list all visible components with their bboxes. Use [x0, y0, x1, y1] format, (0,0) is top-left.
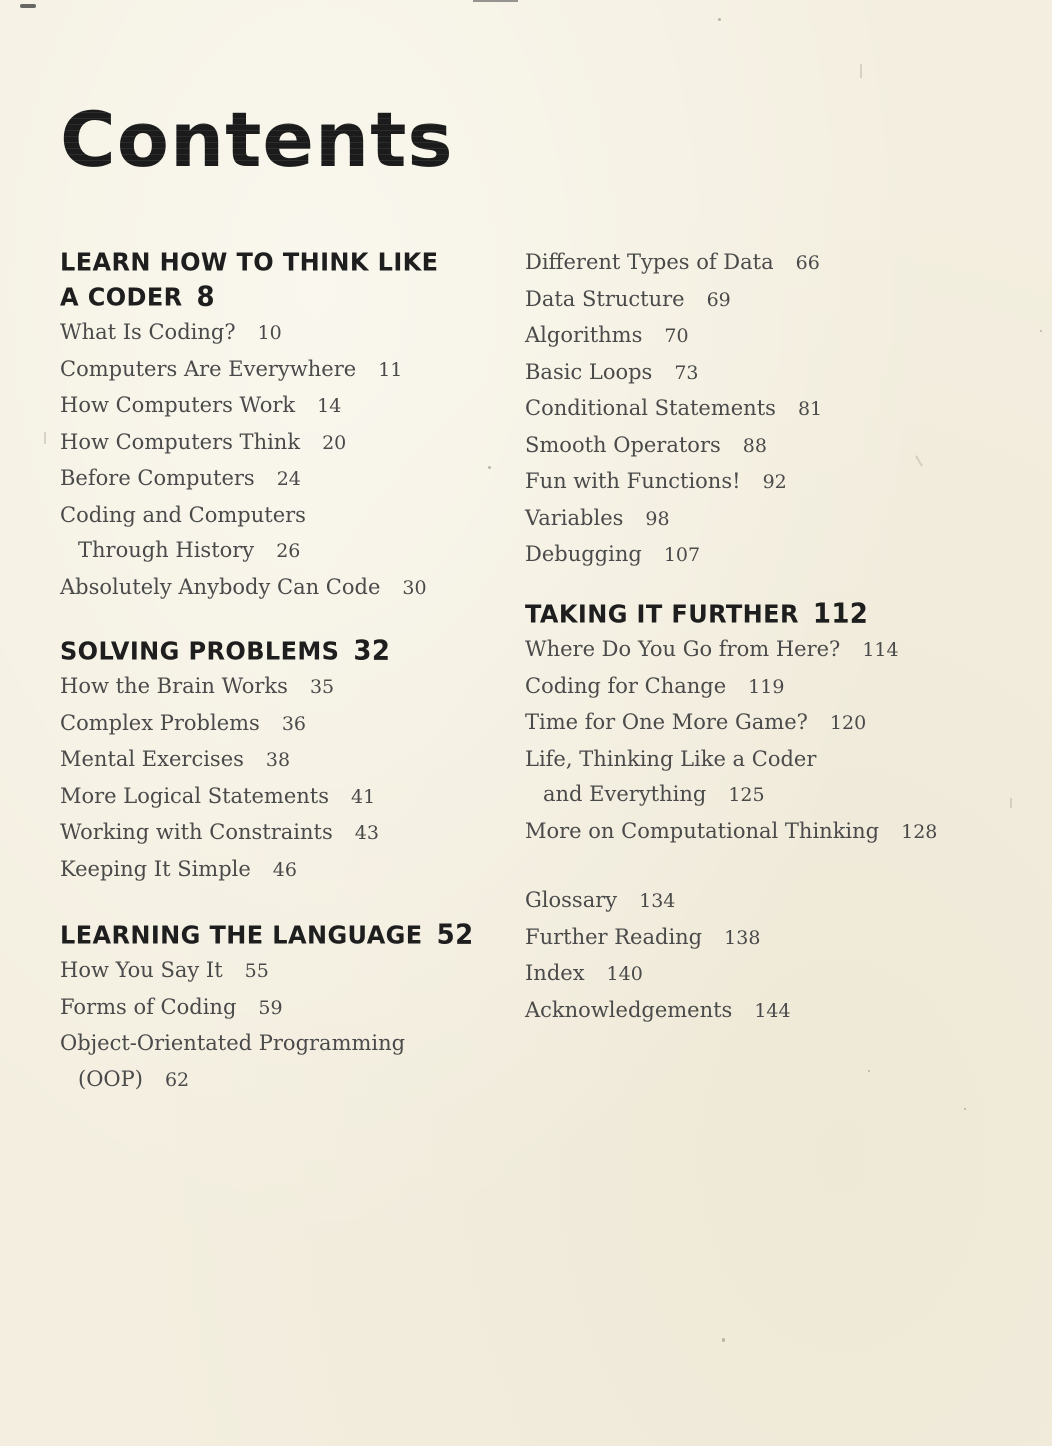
- entry-page: 46: [272, 858, 297, 881]
- toc-entry[interactable]: [60, 461, 500, 498]
- toc-entry[interactable]: [525, 883, 965, 920]
- entry-page: 70: [664, 325, 689, 347]
- entry-title: Basic Loops: [525, 359, 653, 384]
- section-heading: [60, 244, 500, 281]
- entry-page: 38: [265, 749, 291, 771]
- toc-entry[interactable]: [60, 815, 500, 852]
- toc-entry[interactable]: [525, 814, 965, 851]
- entry-title-continued: Through History: [78, 538, 255, 562]
- entry-page: 24: [276, 468, 301, 490]
- toc-entry[interactable]: [60, 498, 500, 534]
- entry-title-continued: and Everything: [543, 782, 707, 806]
- entry-page: 144: [754, 999, 791, 1022]
- toc-entry[interactable]: [525, 742, 965, 778]
- toc-entry[interactable]: [525, 632, 965, 669]
- toc-entry[interactable]: [525, 537, 965, 574]
- section-heading-text: TAKING IT FURTHER: [525, 599, 799, 629]
- entry-page: 125: [728, 784, 765, 806]
- paper-fiber: [44, 432, 46, 444]
- toc-entry[interactable]: [60, 953, 500, 990]
- entry-title: Algorithms: [525, 323, 643, 347]
- entry-title: How Computers Work: [60, 393, 296, 417]
- toc-section-language: [60, 918, 500, 1098]
- entry-title: Index: [525, 961, 585, 985]
- entry-page: 119: [748, 675, 785, 698]
- section-page-number: 8: [196, 281, 216, 313]
- paper-fiber: [473, 0, 518, 2]
- entry-title: How You Say It: [60, 958, 223, 982]
- entry-page: 98: [645, 507, 670, 530]
- toc-entry[interactable]: [525, 391, 965, 428]
- section-heading: [60, 917, 500, 954]
- toc-entry[interactable]: [60, 315, 500, 352]
- entry-title: Computers Are Everywhere: [60, 356, 357, 381]
- toc-entry[interactable]: [60, 742, 500, 779]
- entry-title: Time for One More Game?: [525, 710, 808, 734]
- entry-title: Forms of Coding: [60, 994, 237, 1019]
- entry-page: 73: [674, 361, 699, 384]
- entry-title: How Computers Think: [60, 429, 301, 454]
- entry-page: 59: [258, 996, 283, 1019]
- entry-title: Debugging: [525, 542, 642, 566]
- paper-speck: [722, 1338, 725, 1342]
- section-heading-text: SOLVING PROBLEMS: [60, 636, 340, 666]
- entry-page: 92: [762, 471, 787, 493]
- entry-page: 140: [606, 963, 643, 985]
- toc-entry[interactable]: [525, 318, 965, 355]
- toc-entry[interactable]: [60, 570, 500, 607]
- entry-title: Complex Problems: [60, 710, 260, 735]
- entry-title: Life, Thinking Like a Coder: [525, 746, 817, 771]
- entry-page: 41: [351, 785, 376, 808]
- toc-entry[interactable]: [525, 993, 965, 1030]
- toc-entry[interactable]: [60, 706, 500, 743]
- entry-title: Conditional Statements: [525, 396, 776, 420]
- entry-page: 66: [795, 252, 820, 274]
- entry-title: Smooth Operators: [525, 432, 721, 457]
- entry-title: Coding for Change: [525, 673, 727, 698]
- section-page-number: 112: [812, 598, 869, 630]
- entry-page: 81: [797, 398, 823, 420]
- paper-speck: [718, 18, 721, 21]
- toc-entry[interactable]: [525, 245, 965, 282]
- toc-entry[interactable]: [60, 425, 500, 462]
- entry-title: More Logical Statements: [60, 783, 330, 808]
- entry-page: 120: [829, 712, 867, 734]
- paper-speck: [868, 1070, 870, 1072]
- toc-entry[interactable]: [525, 705, 965, 742]
- toc-entry-continued[interactable]: [60, 1062, 500, 1099]
- toc-section-solving: [60, 634, 500, 888]
- entry-page: 128: [901, 820, 938, 843]
- toc-entry[interactable]: [525, 464, 965, 501]
- entry-page: 11: [378, 358, 403, 381]
- toc-entry[interactable]: [525, 428, 965, 465]
- entry-page: 36: [281, 712, 307, 735]
- entry-page: 114: [862, 639, 899, 661]
- entry-title-continued: (OOP): [78, 1066, 143, 1091]
- section-heading-text: LEARNING THE LANGUAGE: [60, 920, 423, 950]
- entry-title: Before Computers: [60, 466, 255, 490]
- page-title: [60, 95, 454, 184]
- entry-title: Working with Constraints: [60, 820, 333, 844]
- entry-title: How the Brain Works: [60, 674, 288, 698]
- entry-page: 107: [663, 544, 701, 566]
- toc-entry[interactable]: [525, 355, 965, 392]
- toc-entry[interactable]: [60, 352, 500, 389]
- entry-page: 55: [244, 960, 269, 982]
- section-heading-line2: A CODER: [60, 282, 183, 312]
- toc-entry[interactable]: [60, 388, 500, 425]
- toc-entry[interactable]: [525, 282, 965, 319]
- toc-entry[interactable]: [60, 669, 500, 706]
- toc-entry[interactable]: [525, 920, 965, 957]
- entry-title: Object-Orientated Programming: [60, 1031, 406, 1055]
- entry-page: 14: [317, 395, 342, 417]
- toc-section-further: [525, 597, 965, 850]
- toc-entry-continued[interactable]: [525, 777, 965, 814]
- toc-entry[interactable]: [60, 1026, 500, 1062]
- toc-entry[interactable]: [525, 669, 965, 706]
- toc-section-learn: [60, 245, 500, 606]
- entry-title: Glossary: [525, 888, 618, 912]
- entry-title: Data Structure: [525, 286, 685, 311]
- paper-speck: [1040, 330, 1042, 332]
- entry-page: 138: [724, 926, 761, 949]
- entry-page: 30: [402, 576, 427, 599]
- toc-entry[interactable]: [525, 501, 965, 538]
- section-heading: [60, 279, 500, 316]
- entry-page: 88: [742, 434, 767, 457]
- entry-title: Variables: [525, 505, 624, 530]
- paper-fiber: [1010, 798, 1012, 808]
- paper-fiber: [860, 64, 862, 78]
- toc-entry-continued[interactable]: [60, 533, 500, 570]
- entry-page: 10: [257, 322, 282, 344]
- entry-title: Fun with Functions!: [525, 469, 741, 493]
- toc-continued-entries: [525, 245, 965, 574]
- entry-page: 35: [309, 676, 335, 698]
- entry-page: 69: [706, 288, 731, 311]
- entry-title: More on Computational Thinking: [525, 818, 880, 843]
- toc-entry[interactable]: [525, 956, 965, 993]
- section-heading-line1: LEARN HOW TO THINK LIKE: [60, 247, 439, 277]
- entry-title: What Is Coding?: [60, 320, 236, 344]
- page-title-text: Contents: [60, 95, 454, 184]
- section-page-number: 32: [353, 635, 391, 667]
- entry-title: Mental Exercises: [60, 747, 244, 771]
- entry-title: Further Reading: [525, 924, 703, 949]
- section-heading: [525, 596, 965, 633]
- entry-title: Where Do You Go from Here?: [525, 637, 841, 661]
- section-page-number: 52: [436, 919, 474, 951]
- toc-back-matter: [525, 883, 965, 1029]
- entry-page: 26: [276, 540, 301, 562]
- entry-title: Absolutely Anybody Can Code: [60, 574, 381, 599]
- section-heading: [60, 633, 500, 670]
- entry-title: Keeping It Simple: [60, 856, 251, 881]
- toc-entry[interactable]: [60, 852, 500, 889]
- entry-title: Coding and Computers: [60, 502, 306, 527]
- paper-speck: [20, 4, 36, 8]
- entry-title: Different Types of Data: [525, 250, 774, 274]
- entry-page: 134: [639, 890, 676, 912]
- entry-page: 43: [354, 822, 379, 844]
- entry-title: Acknowledgements: [525, 997, 733, 1022]
- toc-entry[interactable]: [60, 779, 500, 816]
- entry-page: 20: [322, 431, 347, 454]
- entry-page: 62: [164, 1068, 190, 1091]
- toc-entry[interactable]: [60, 990, 500, 1027]
- paper-speck: [964, 1108, 966, 1110]
